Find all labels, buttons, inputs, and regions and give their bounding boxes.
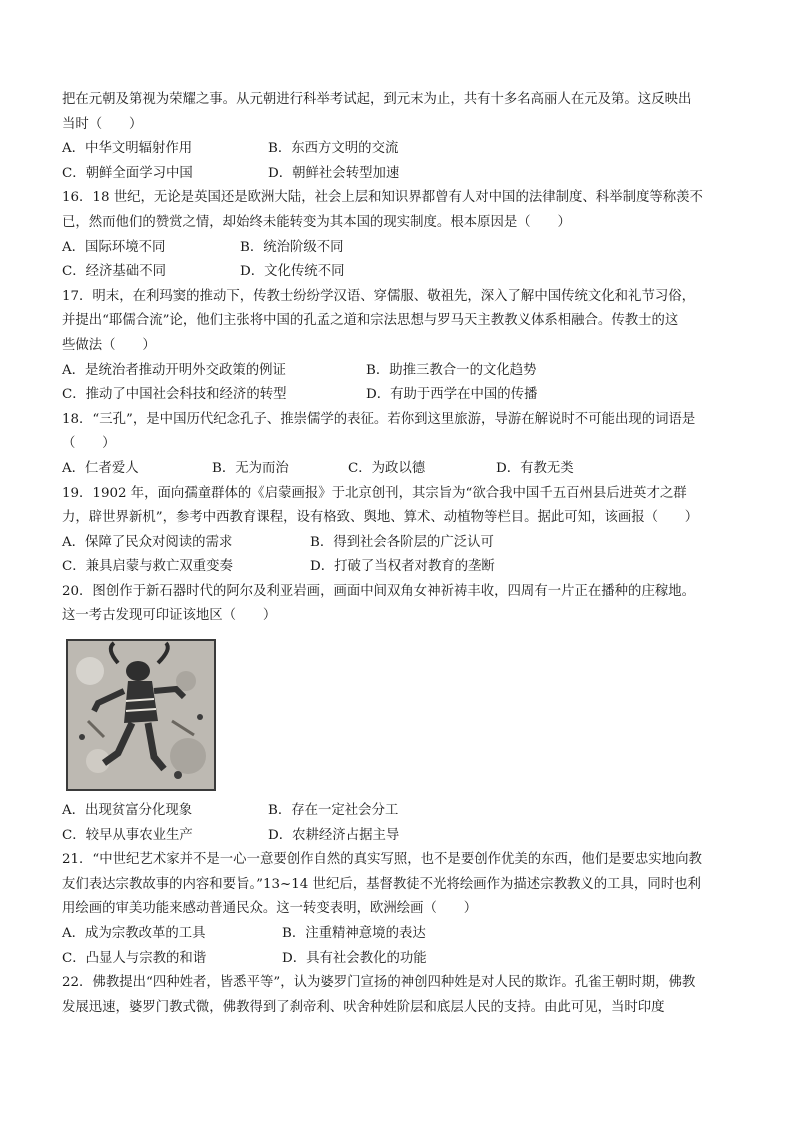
option-c[interactable]: C．推动了中国社会科技和经济的转型 (62, 387, 287, 403)
option-b[interactable]: B．无为而治 (212, 460, 289, 476)
options-row (62, 383, 734, 408)
options-row (62, 457, 734, 482)
question-stem-line: （ ） (62, 436, 116, 452)
options-row (62, 236, 734, 261)
question-18 (62, 408, 734, 482)
options-row (62, 137, 734, 162)
option-a[interactable]: A．是统治者推动开明外交政策的例证 (62, 362, 286, 378)
option-d[interactable]: D．朝鲜社会转型加速 (268, 165, 400, 181)
options-row (62, 947, 734, 972)
question-stem-line: 并提出“耶儒合流”论，他们主张将中国的孔孟之道和宗法思想与罗马天主教教义体系相融合。传教士的这 (62, 313, 679, 329)
options-row (62, 531, 734, 556)
option-d[interactable]: D．农耕经济占据主导 (268, 827, 400, 843)
question-stem-line: 当时（ ） (62, 116, 143, 132)
question-stem-line: 力，辟世界新机”，参考中西教育课程，设有格致、舆地、算术、动植物等栏目。据此可知，该画报（ ） (62, 510, 699, 526)
option-c[interactable]: C．经济基础不同 (62, 264, 166, 280)
exam-content (62, 88, 734, 1020)
option-a[interactable]: A．仁者爱人 (62, 460, 139, 476)
option-b[interactable]: B．存在一定社会分工 (268, 803, 399, 819)
options-row (62, 162, 734, 187)
question-15 (62, 88, 734, 186)
options-row (62, 359, 734, 384)
question-stem-line: 些做法（ ） (62, 337, 156, 353)
question-stem-line: 已，然而他们的赞赏之情，却始终未能转变为其本国的现实制度。根本原因是（ ） (62, 214, 571, 230)
options-row (62, 824, 734, 849)
question-stem-line: 17．明末，在利玛窦的推动下，传教士纷纷学汉语、穿儒服、敬祖先，深入了解中国传统文化和礼节习俗， (62, 288, 696, 304)
option-a[interactable]: A．出现贫富分化现象 (62, 803, 193, 819)
question-stem-line: 22．佛教提出“四种姓者，皆悉平等”，认为婆罗门宣扬的神创四种姓是对人民的欺诈。孔雀王朝时期，佛教 (62, 975, 696, 991)
option-a[interactable]: A．国际环境不同 (62, 239, 166, 255)
option-c[interactable]: C．为政以德 (348, 460, 426, 476)
question-17 (62, 285, 734, 408)
options-row (62, 799, 734, 824)
question-21 (62, 848, 734, 971)
option-a[interactable]: A．保障了民众对阅读的需求 (62, 534, 233, 550)
question-stem-line: 这一考古发现可印证该地区（ ） (62, 608, 277, 624)
question-stem-line: 21．“中世纪艺术家并不是一心一意要创作自然的真实写照，也不是要创作优美的东西，他们是要忠实地向教 (62, 852, 702, 868)
option-c[interactable]: C．凸显人与宗教的和谐 (62, 950, 207, 966)
question-stem-line: 发展迅速，婆罗门教式微，佛教得到了刹帝利、吠舍种姓阶层和底层人民的支持。由此可见，当时印度 (62, 999, 665, 1015)
options-row (62, 555, 734, 580)
question-16 (62, 186, 734, 284)
question-stem-line: 18．“三孔”，是中国历代纪念孔子、推崇儒学的表征。若你到这里旅游，导游在解说时不可能出现的词语是 (62, 411, 696, 427)
question-stem-line: 友们表达宗教故事的内容和要旨。”13~14 世纪后，基督教徒不光将绘画作为描述宗教教义的工具，同时也利 (62, 876, 701, 892)
option-b[interactable]: B．统治阶级不同 (240, 239, 344, 255)
question-stem-line: 20．图创作于新石器时代的阿尔及利亚岩画，画面中间双角女神祈祷丰收，四周有一片正在播种的庄稼地。 (62, 583, 696, 599)
option-b[interactable]: B．注重精神意境的表达 (282, 926, 426, 942)
question-stem-line: 19．1902 年，面向孺童群体的《启蒙画报》于北京创刊，其宗旨为“欲合我中国千五百州县后进英才之群 (62, 485, 687, 501)
option-c[interactable]: C．较早从事农业生产 (62, 827, 193, 843)
options-row (62, 260, 734, 285)
question-stem-line: 用绘画的审美功能来感动普通民众。这一转变表明，欧洲绘画（ ） (62, 901, 478, 917)
option-a[interactable]: A．中华文明辐射作用 (62, 141, 193, 157)
option-c[interactable]: C．朝鲜全面学习中国 (62, 165, 193, 181)
option-a[interactable]: A．成为宗教改革的工具 (62, 926, 206, 942)
option-d[interactable]: D．具有社会教化的功能 (282, 950, 427, 966)
rock-painting-illustration (68, 641, 214, 789)
option-d[interactable]: D．有教无类 (496, 460, 574, 476)
question-19 (62, 482, 734, 580)
option-b[interactable]: B．助推三教合一的文化趋势 (366, 362, 537, 378)
option-b[interactable]: B．得到社会各阶层的广泛认可 (310, 534, 494, 550)
question-22 (62, 971, 734, 1020)
option-b[interactable]: B．东西方文明的交流 (268, 141, 399, 157)
question-stem-line: 16．18 世纪，无论是英国还是欧洲大陆，社会上层和知识界都曾有人对中国的法律制度、科举制度等称羡不 (62, 190, 703, 206)
option-d[interactable]: D．打破了当权者对教育的垄断 (310, 559, 495, 575)
option-c[interactable]: C．兼具启蒙与救亡双重变奏 (62, 559, 233, 575)
options-row (62, 922, 734, 947)
option-d[interactable]: D．文化传统不同 (240, 264, 345, 280)
question-20 (62, 580, 734, 848)
question-stem-line: 把在元朝及第视为荣耀之事。从元朝进行科举考试起，到元末为止，共有十多名高丽人在元及第。这反映出 (62, 92, 692, 107)
option-d[interactable]: D．有助于西学在中国的传播 (366, 387, 538, 403)
rock-painting-image (66, 639, 216, 791)
